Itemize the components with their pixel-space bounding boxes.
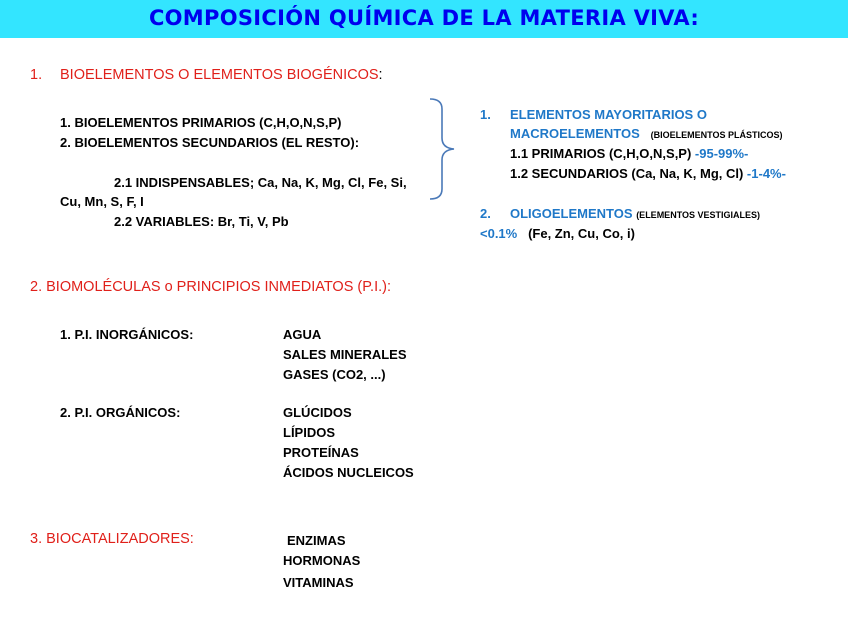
section1-heading-text: BIOELEMENTOS O ELEMENTOS BIOGÉNICOS — [60, 67, 379, 83]
secundarios-pct-line — [510, 166, 786, 181]
oligo-pct: <0.1% — [480, 226, 518, 241]
organicos-item: LÍPIDOS — [283, 425, 336, 440]
bioelementos-secundarios: 2. BIOELEMENTOS SECUNDARIOS (EL RESTO): — [60, 135, 360, 150]
page-title: COMPOSICIÓN QUÍMICA DE LA MATERIA VIVA: — [148, 6, 700, 30]
mayor-line2 — [510, 126, 782, 141]
brace-icon — [428, 96, 462, 204]
mayor-line1: ELEMENTOS MAYORITARIOS O — [510, 107, 707, 122]
oligo-line — [510, 206, 760, 221]
oligo-note: (ELEMENTOS VESTIGIALES) — [636, 210, 761, 220]
variables: 2.2 VARIABLES: Br, Ti, V, Pb — [114, 214, 289, 229]
inorganicos-item: SALES MINERALES — [283, 347, 407, 362]
bioelementos-primarios: 1. BIOELEMENTOS PRIMARIOS (C,H,O,N,S,P) — [60, 115, 342, 130]
organicos-label: 2. P.I. ORGÁNICOS: — [60, 405, 181, 420]
section1-heading — [60, 67, 383, 83]
inorganicos-label: 1. P.I. INORGÁNICOS: — [60, 327, 194, 342]
primarios-pct: -95-99%- — [691, 146, 749, 161]
indispensables-line1: 2.1 INDISPENSABLES; Ca, Na, K, Mg, Cl, Fe, Si, — [114, 175, 407, 190]
secundarios-pct: -1-4%- — [743, 166, 786, 181]
section2-heading: 2. BIOMOLÉCULAS o PRINCIPIOS INMEDIATOS (P.I.): — [30, 279, 391, 295]
section1-number: 1. — [30, 67, 43, 83]
secundarios-text: 1.2 SECUNDARIOS (Ca, Na, K, Mg, Cl) — [510, 166, 744, 181]
organicos-item: PROTEÍNAS — [283, 445, 359, 460]
biocatalizador-item: HORMONAS — [283, 553, 361, 568]
oligo-list: (Fe, Zn, Cu, Co, i) — [528, 226, 635, 241]
inorganicos-item: AGUA — [283, 327, 322, 342]
primarios-pct-line — [510, 146, 748, 161]
organicos-item: ÁCIDOS NUCLEICOS — [283, 465, 414, 480]
indispensables-line2: Cu, Mn, S, F, I — [60, 194, 144, 209]
organicos-item: GLÚCIDOS — [283, 405, 352, 420]
biocatalizador-item: VITAMINAS — [283, 575, 354, 590]
section3-heading: 3. BIOCATALIZADORES: — [30, 531, 194, 547]
section1-heading-colon: : — [378, 67, 383, 83]
macroelementos-note: (BIOELEMENTOS PLÁSTICOS) — [650, 130, 783, 140]
biocatalizador-item: ENZIMAS — [287, 533, 346, 548]
oligo-pct-line — [480, 226, 635, 241]
oligo-label: OLIGOELEMENTOS — [510, 206, 633, 221]
primarios-text: 1.1 PRIMARIOS (C,H,O,N,S,P) — [510, 146, 692, 161]
oligo-number: 2. — [480, 206, 491, 221]
mayor-number: 1. — [480, 107, 491, 122]
macroelementos-label: MACROELEMENTOS — [510, 126, 640, 141]
inorganicos-item: GASES (CO2, ...) — [283, 367, 386, 382]
